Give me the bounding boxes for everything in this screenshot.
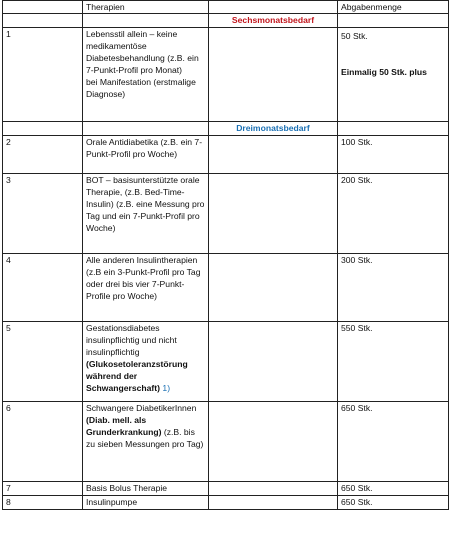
row-amount: 650 Stk.: [338, 402, 449, 482]
therapy-text: Schwangere DiabetikerInnen: [86, 403, 197, 413]
section-six-label: Sechsmonatsbedarf: [209, 14, 338, 28]
table-row: [3, 28, 449, 122]
therapy-bold: (Diab. mell. als Grunderkrankung): [86, 415, 162, 437]
row-nr: 1: [3, 28, 83, 122]
row-therapy: [83, 322, 209, 402]
row-therapy: [83, 402, 209, 482]
row-nr: 2: [3, 136, 83, 174]
table-row: [3, 254, 449, 322]
row-nr: 6: [3, 402, 83, 482]
row-amount: [338, 28, 449, 122]
supply-table: [2, 0, 449, 510]
row-amount: 300 Stk.: [338, 254, 449, 322]
table-row: [3, 496, 449, 510]
row-therapy: Insulinpumpe: [83, 496, 209, 510]
row-amount: 650 Stk.: [338, 482, 449, 496]
amount-text-2: Einmalig 50 Stk. plus: [341, 67, 427, 77]
header-row: [3, 1, 449, 14]
header-empty: [209, 1, 338, 14]
section-three-label: Dreimonatsbedarf: [209, 122, 338, 136]
table-row: [3, 482, 449, 496]
therapy-text-2: bei Manifestation (erstmalige Diagnose): [86, 77, 196, 99]
row-therapy: Orale Antidiabetika (z.B. ein 7-Punkt-Profil pro Woche): [83, 136, 209, 174]
table-row: [3, 136, 449, 174]
table-row: [3, 402, 449, 482]
header-abgabenmenge: Abgabenmenge: [338, 1, 449, 14]
row-therapy: [83, 28, 209, 122]
row-amount: 650 Stk.: [338, 496, 449, 510]
therapy-tail: (z.B. bis zu sieben Messungen pro Tag): [86, 427, 204, 449]
section-row-six: [3, 14, 449, 28]
header-therapien: Therapien: [83, 1, 209, 14]
header-nr: [3, 1, 83, 14]
therapy-bold: (Glukosetoleranzstörung während der Schwangerschaft): [86, 359, 188, 393]
row-amount: 100 Stk.: [338, 136, 449, 174]
therapy-text: Lebensstil allein – keine medikamentöse Diabetesbehandlung (z.B. ein 7-Punkt-Profil pro Monat): [86, 29, 199, 75]
therapy-text: Gestationsdiabetes insulinpflichtig und nicht insulinpflichtig: [86, 323, 177, 357]
footnote-ref: 1): [162, 383, 171, 393]
row-therapy: Basis Bolus Therapie: [83, 482, 209, 496]
row-nr: 8: [3, 496, 83, 510]
table-row: [3, 322, 449, 402]
row-amount: 550 Stk.: [338, 322, 449, 402]
row-nr: 7: [3, 482, 83, 496]
row-nr: 3: [3, 174, 83, 254]
table-row: [3, 174, 449, 254]
row-amount: 200 Stk.: [338, 174, 449, 254]
row-therapy: BOT – basisunterstützte orale Therapie, (z.B. Bed-Time-Insulin) (z.B. eine Messung pro Tag und ein 7-Punkt-Profil pro Woche): [83, 174, 209, 254]
amount-text: 50 Stk.: [341, 31, 368, 41]
row-therapy: Alle anderen Insulintherapien (z.B ein 3-Punkt-Profil pro Tag oder drei bis vier 7-Punkt-Profile pro Woche): [83, 254, 209, 322]
section-row-three: [3, 122, 449, 136]
row-nr: 5: [3, 322, 83, 402]
row-nr: 4: [3, 254, 83, 322]
